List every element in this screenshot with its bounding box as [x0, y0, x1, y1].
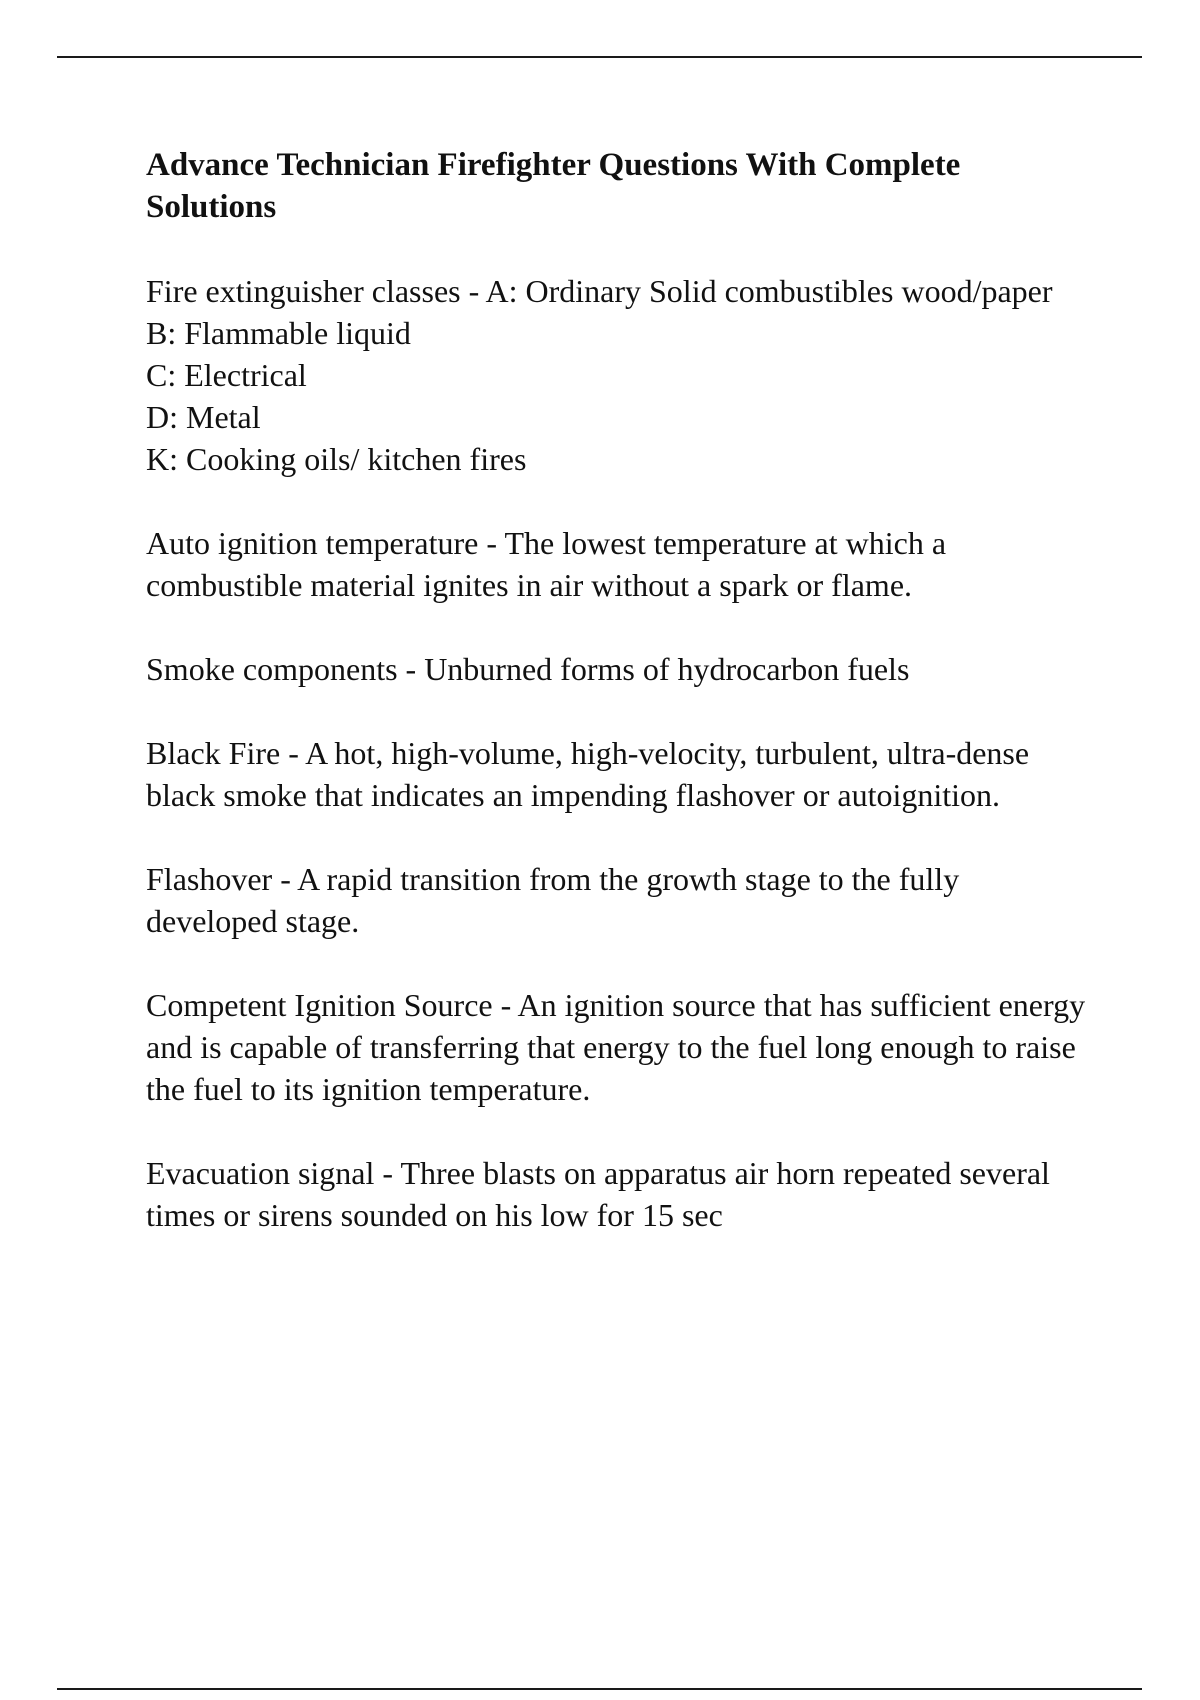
- entry-line: Flashover - A rapid transition from the growth stage to the fully developed stage.: [146, 861, 960, 939]
- entry-line: Fire extinguisher classes - A: Ordinary Solid combustibles wood/paper: [146, 273, 1053, 309]
- header-divider: [57, 56, 1142, 58]
- entry-line: Competent Ignition Source - An ignition source that has sufficient energy and is capable of transferring that energy to the fuel long enough to raise the fuel to its ignition temperature.: [146, 987, 1086, 1107]
- entry-auto-ignition-temperature: [146, 522, 1096, 606]
- entry-fire-extinguisher-classes: [146, 270, 1096, 480]
- entry-line: Black Fire - A hot, high-volume, high-velocity, turbulent, ultra-dense black smoke that indicates an impending flashover or autoignition.: [146, 735, 1030, 813]
- entry-smoke-components: [146, 648, 1096, 690]
- entry-line: Auto ignition temperature - The lowest temperature at which a combustible material ignites in air without a spark or flame.: [146, 525, 947, 603]
- footer-divider: [57, 1688, 1142, 1690]
- entry-competent-ignition-source: [146, 984, 1096, 1110]
- entry-line: B: Flammable liquid: [146, 315, 411, 351]
- entry-line: K: Cooking oils/ kitchen fires: [146, 441, 527, 477]
- entry-line: D: Metal: [146, 399, 261, 435]
- entry-flashover: [146, 858, 1096, 942]
- document-title: Advance Technician Firefighter Questions With Complete Solutions: [146, 147, 961, 225]
- document-body: [146, 144, 1096, 1278]
- entry-line: C: Electrical: [146, 357, 307, 393]
- entry-line: Evacuation signal - Three blasts on apparatus air horn repeated several times or sirens sounded on his low for 15 sec: [146, 1155, 1050, 1233]
- entry-black-fire: [146, 732, 1096, 816]
- entry-line: Smoke components - Unburned forms of hydrocarbon fuels: [146, 651, 910, 687]
- entry-evacuation-signal: [146, 1152, 1096, 1236]
